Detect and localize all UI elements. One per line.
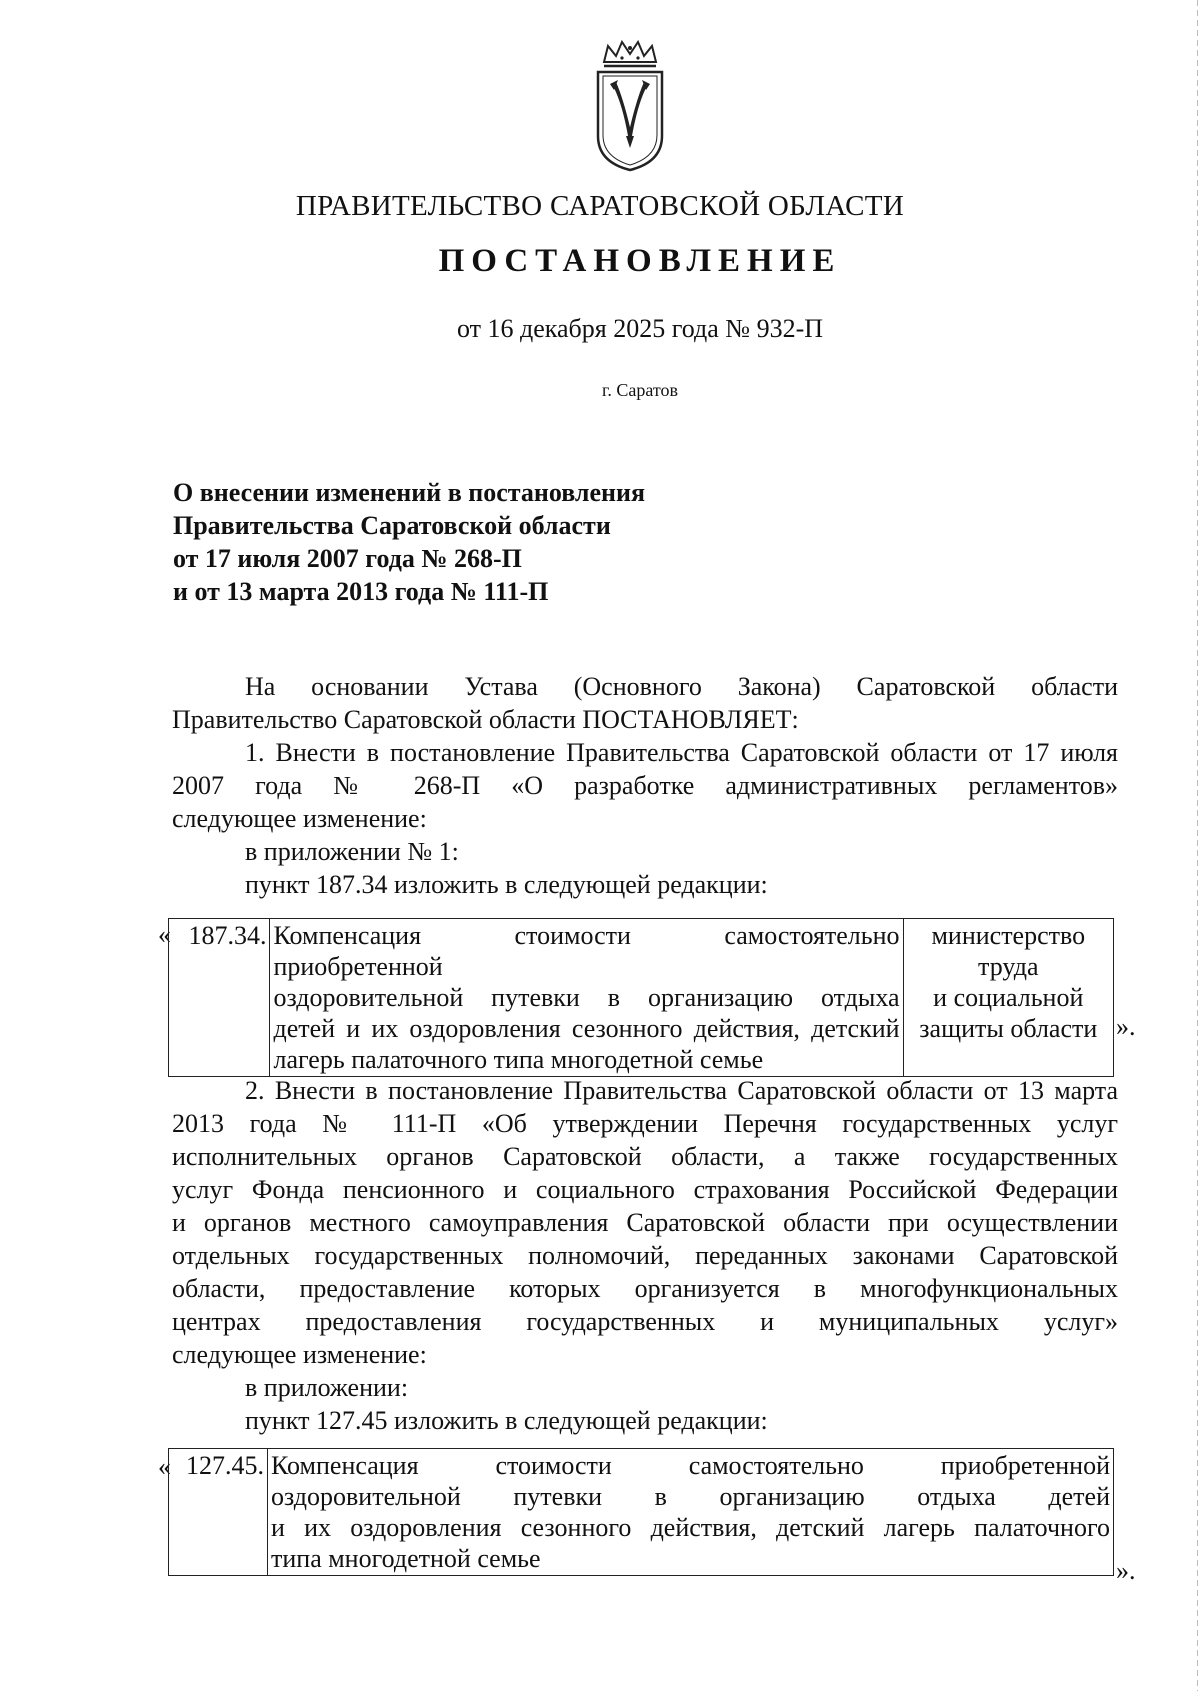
title-line: Правительства Саратовской области [173,511,611,540]
text-line: услуг Фонда пенсионного и социального страхования Российской Федерации [172,1175,1118,1204]
text-line: 2013 года № 111-П «Об утверждении Перечня государственных услуг [172,1109,1118,1138]
table-1-close-quote: ». [1116,1012,1136,1041]
table-1-open-quote: « [158,920,171,949]
description-line: Компенсация стоимости самостоятельно приобретенной [273,921,900,981]
description-line: Компенсация стоимости самостоятельно приобретенной [271,1451,1110,1480]
amendment-table-1 [168,918,1114,1077]
table-2-open-quote: « [158,1452,171,1481]
item-number: 127.45. [169,1449,268,1576]
authority-line: труда [978,952,1039,981]
authority-line: защиты области [919,1014,1098,1043]
city-name: г. Саратов [602,380,678,400]
text-line: центрах предоставления государственных и муниципальных услуг» [172,1307,1118,1336]
text-line: пункт 127.45 изложить в следующей редакции: [245,1406,768,1435]
item-number: 187.34. [169,919,270,1077]
description-line: типа многодетной семье [271,1544,541,1573]
saratov-coat-of-arms-icon [590,40,670,172]
basis-paragraph [172,670,1118,736]
responsible-authority [903,919,1113,1077]
authority-line: министерство [931,921,1086,950]
description-line: и их оздоровления сезонного действия, детский лагерь палаточного [271,1513,1110,1542]
table-row [169,919,1114,1077]
title-line: О внесении изменений в постановления [173,478,646,507]
document-title [173,476,645,608]
text-line: 2007 года № 268-П «О разработке административных регламентов» [172,771,1118,800]
text-line: Правительство Саратовской области ПОСТАНОВЛЯЕТ: [172,705,799,734]
decree-date-number: от 16 декабря 2025 года № 932-П [456,314,824,343]
amendment-table-2 [168,1448,1114,1576]
text-line: 2. Внести в постановление Правительства Саратовской области от 13 марта [245,1076,1118,1105]
text-line: области, предоставление которых организуется в многофункциональных [172,1274,1118,1303]
text-line: На основании Устава (Основного Закона) Саратовской области [245,672,1118,701]
title-line: от 17 июля 2007 года № 268-П [173,544,522,573]
item-1-paragraph [172,736,1118,901]
text-line: в приложении № 1: [245,837,459,866]
description-line: детей и их оздоровления сезонного действия, детский [273,1014,900,1043]
text-line: 1. Внести в постановление Правительства Саратовской области от 17 июля [245,738,1118,767]
authority-line: и социальной [933,983,1084,1012]
text-line: пункт 187.34 изложить в следующей редакции: [245,870,768,899]
table-2-close-quote: ». [1116,1556,1136,1585]
table-row [169,1449,1114,1576]
text-line: следующее изменение: [172,804,427,833]
service-description [268,1449,1114,1576]
text-line: и органов местного самоуправления Саратовской области при осуществлении [172,1208,1118,1237]
description-line: оздоровительной путевки в организацию отдыха детей [271,1482,1110,1511]
text-line: в приложении: [245,1373,409,1402]
description-line: оздоровительной путевки в организацию отдыха [273,983,900,1012]
description-line: лагерь палаточного типа многодетной семье [273,1045,764,1074]
item-2-paragraph [172,1074,1118,1437]
service-description [270,919,903,1077]
text-line: следующее изменение: [172,1340,427,1369]
text-line: отдельных государственных полномочий, переданных законами Саратовской [172,1241,1118,1270]
government-name: ПРАВИТЕЛЬСТВО САРАТОВСКОЙ ОБЛАСТИ [295,190,905,222]
text-line: исполнительных органов Саратовской области, а также государственных [172,1142,1118,1171]
title-line: и от 13 марта 2013 года № 111-П [173,577,549,606]
document-type: ПОСТАНОВЛЕНИЕ [438,243,842,279]
